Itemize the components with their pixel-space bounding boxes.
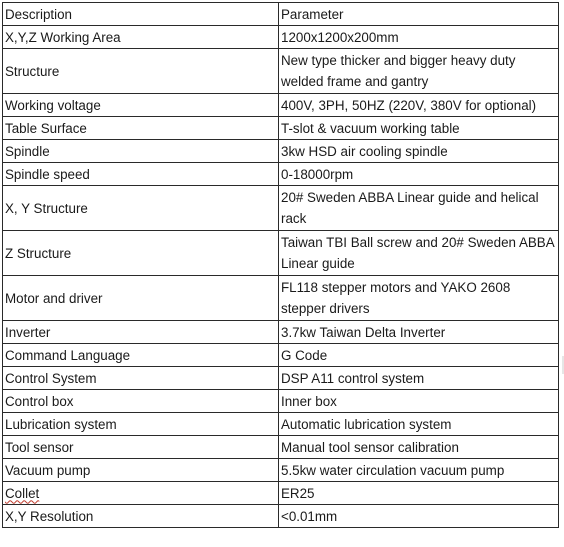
table-row [3, 231, 559, 276]
row-label [3, 482, 279, 505]
table-row [3, 26, 559, 49]
spellcheck-underline-label: Collet [5, 485, 40, 501]
table-row [3, 459, 559, 482]
spec-table-body [3, 3, 559, 528]
row-value: FL118 stepper motors and YAKO 2608 stepper drivers [279, 276, 559, 321]
row-value: Taiwan TBI Ball screw and 20# Sweden ABBA Linear guide [279, 231, 559, 276]
row-label: Spindle speed [3, 163, 279, 186]
table-row [3, 94, 559, 117]
row-value: 20# Sweden ABBA Linear guide and helical rack [279, 186, 559, 231]
row-label: X, Y Structure [3, 186, 279, 231]
table-row [3, 505, 559, 528]
row-label: Command Language [3, 344, 279, 367]
row-value: Manual tool sensor calibration [279, 436, 559, 459]
table-row [3, 186, 559, 231]
table-row [3, 344, 559, 367]
row-label: Working voltage [3, 94, 279, 117]
table-row [3, 482, 559, 505]
row-value: DSP A11 control system [279, 367, 559, 390]
row-value: 0-18000rpm [279, 163, 559, 186]
table-row [3, 436, 559, 459]
row-label: Spindle [3, 140, 279, 163]
row-label: Table Surface [3, 117, 279, 140]
row-label: Vacuum pump [3, 459, 279, 482]
table-row [3, 140, 559, 163]
row-label: Structure [3, 49, 279, 94]
row-label: X,Y Resolution [3, 505, 279, 528]
table-row [3, 390, 559, 413]
row-label: Lubrication system [3, 413, 279, 436]
row-value: Inner box [279, 390, 559, 413]
row-value: 1200x1200x200mm [279, 26, 559, 49]
row-value: Automatic lubrication system [279, 413, 559, 436]
row-value: ER25 [279, 482, 559, 505]
row-value: T-slot & vacuum working table [279, 117, 559, 140]
table-row [3, 413, 559, 436]
table-row [3, 49, 559, 94]
header-parameter: Parameter [279, 3, 559, 26]
row-value: New type thicker and bigger heavy duty welded frame and gantry [279, 49, 559, 94]
header-description: Description [3, 3, 279, 26]
table-row [3, 117, 559, 140]
row-value: <0.01mm [279, 505, 559, 528]
row-value: 5.5kw water circulation vacuum pump [279, 459, 559, 482]
table-row [3, 321, 559, 344]
row-value: G Code [279, 344, 559, 367]
table-header-row [3, 3, 559, 26]
row-label: Tool sensor [3, 436, 279, 459]
table-row [3, 276, 559, 321]
row-label: Motor and driver [3, 276, 279, 321]
table-row [3, 163, 559, 186]
row-label: Control box [3, 390, 279, 413]
row-label: X,Y,Z Working Area [3, 26, 279, 49]
row-label: Z Structure [3, 231, 279, 276]
row-value: 400V, 3PH, 50HZ (220V, 380V for optional) [279, 94, 559, 117]
row-value: 3.7kw Taiwan Delta Inverter [279, 321, 559, 344]
table-row [3, 367, 559, 390]
spec-table [2, 2, 559, 528]
row-label: Control System [3, 367, 279, 390]
row-value: 3kw HSD air cooling spindle [279, 140, 559, 163]
row-label: Inverter [3, 321, 279, 344]
